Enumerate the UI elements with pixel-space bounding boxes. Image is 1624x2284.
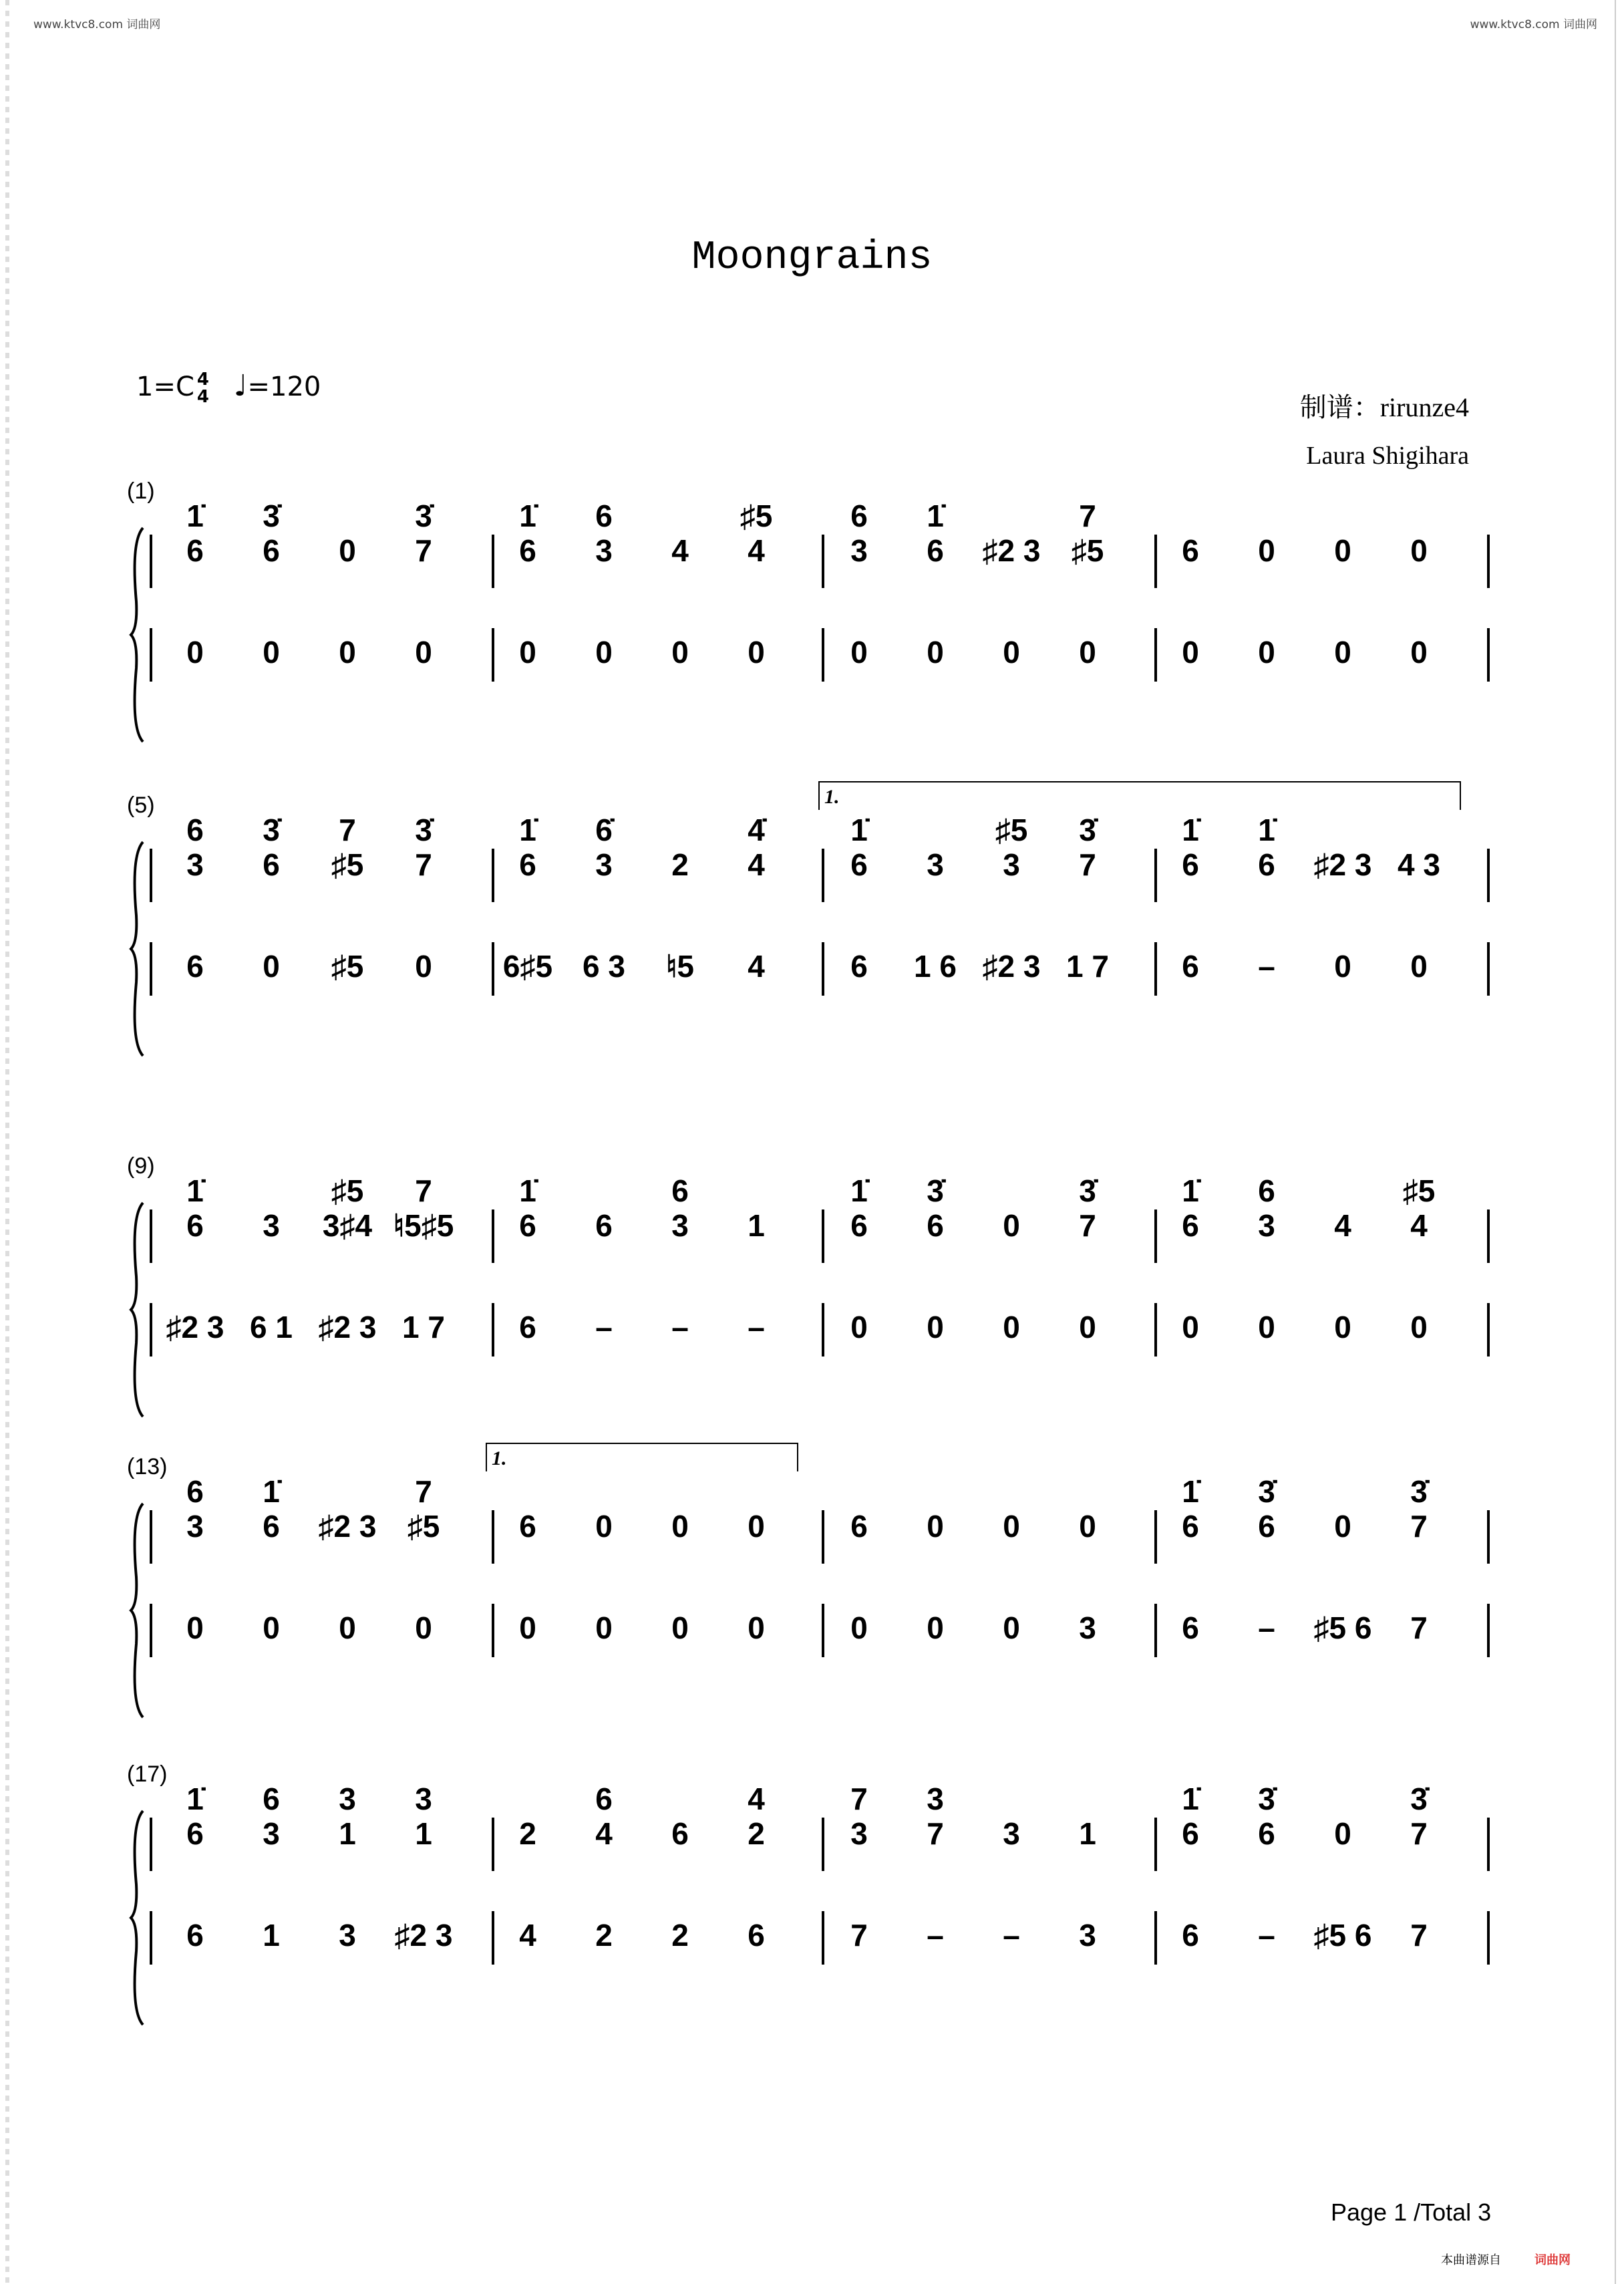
note-upper: 4 — [748, 1781, 765, 1816]
note-lower: – — [1258, 949, 1275, 984]
note-lower: 0 — [850, 1310, 868, 1344]
note-mid: 3 — [263, 1208, 280, 1243]
note-lower: 0 — [519, 1610, 536, 1645]
note-mid: ♯2 3 — [982, 533, 1041, 568]
note-lower: 1 7 — [1066, 949, 1109, 984]
note-lower: – — [595, 1310, 613, 1344]
note-upper: 7 — [415, 1474, 432, 1509]
note-upper: 1̇ — [1182, 813, 1199, 847]
note-lower: ♯2 3 — [982, 949, 1041, 984]
note-upper: 3̇ — [1410, 1781, 1428, 1816]
note-mid: 1 — [339, 1816, 356, 1851]
page-title: Moongrains — [691, 235, 933, 281]
note-mid: 6 — [519, 533, 536, 568]
note-mid: 1 — [748, 1208, 765, 1243]
note-lower: 7 — [1410, 1610, 1428, 1645]
note-lower: 0 — [415, 949, 432, 984]
note-lower: 0 — [1079, 635, 1096, 670]
note-mid: ♯2 3 — [318, 1509, 377, 1544]
note-mid: ♯2 3 — [1313, 847, 1372, 882]
note-mid: 6 — [186, 1816, 204, 1851]
measure-number: (13) — [127, 1454, 168, 1479]
note-lower: 0 — [1003, 1610, 1020, 1645]
note-lower: 0 — [1334, 1310, 1351, 1344]
note-upper: 6 — [186, 813, 204, 847]
note-mid: 7 — [1410, 1816, 1428, 1851]
note-upper: 1̇ — [927, 498, 944, 533]
system-brace — [131, 842, 143, 1056]
note-upper: 3̇ — [1258, 1474, 1275, 1509]
note-mid: 0 — [1258, 533, 1275, 568]
note-mid: 0 — [1334, 1816, 1351, 1851]
note-upper: 3 — [415, 1781, 432, 1816]
note-upper: 3̇ — [415, 813, 432, 847]
note-mid: 0 — [1003, 1509, 1020, 1544]
measure-number: (9) — [127, 1153, 155, 1179]
note-lower: 3 — [1079, 1610, 1096, 1645]
source-credit — [1441, 2251, 1571, 2268]
tempo-value: =120 — [247, 372, 321, 402]
note-lower: 0 — [927, 635, 944, 670]
note-mid: 1 — [415, 1816, 432, 1851]
note-lower: 0 — [671, 635, 689, 670]
note-lower: – — [671, 1310, 689, 1344]
note-lower: 0 — [263, 949, 280, 984]
note-upper: 1̇ — [186, 1781, 204, 1816]
measure-number: (1) — [127, 478, 155, 504]
note-mid: ♯5 — [331, 847, 364, 882]
site-url-left: www.ktvc8.com 词曲网 — [33, 18, 161, 31]
note-lower: 6 — [186, 949, 204, 984]
note-mid: 3 — [1003, 847, 1020, 882]
note-lower: 0 — [595, 635, 613, 670]
note-upper: 7 — [339, 813, 356, 847]
note-upper: 3̇ — [263, 813, 280, 847]
note-mid: 6 — [595, 1208, 613, 1243]
note-lower: 3 — [339, 1918, 356, 1953]
note-mid: 4 — [671, 533, 689, 568]
note-lower: 0 — [1182, 1310, 1199, 1344]
note-upper: 1̇ — [850, 813, 868, 847]
note-mid: 3♯4 — [322, 1208, 373, 1243]
note-lower: – — [927, 1918, 944, 1953]
note-upper: 1̇ — [850, 1173, 868, 1208]
note-mid: 7 — [1079, 1208, 1096, 1243]
note-lower: 0 — [1258, 635, 1275, 670]
note-lower: 0 — [1182, 635, 1199, 670]
note-lower: 1 6 — [914, 949, 957, 984]
note-lower: 6 — [1182, 949, 1199, 984]
note-upper: 1̇ — [1182, 1781, 1199, 1816]
note-lower: 6 1 — [250, 1310, 293, 1344]
source-text: 本曲谱源自 — [1441, 2253, 1501, 2267]
note-lower: 6 — [519, 1310, 536, 1344]
note-lower: – — [748, 1310, 765, 1344]
system-brace — [131, 1811, 143, 2025]
brand-name: 词曲网 — [1534, 2253, 1571, 2267]
note-upper: 6 — [850, 498, 868, 533]
note-mid: 6 — [850, 1509, 868, 1544]
note-lower: 0 — [186, 635, 204, 670]
note-upper: 7 — [1079, 498, 1096, 533]
key-prefix: 1=C — [136, 372, 194, 402]
note-mid: 4 — [748, 847, 765, 882]
note-mid: 6 — [263, 1509, 280, 1544]
note-lower: 0 — [339, 1610, 356, 1645]
note-upper: 1̇ — [519, 1173, 536, 1208]
volta-label: 1. — [824, 786, 840, 808]
note-upper: 4̇ — [748, 813, 765, 847]
system-brace — [131, 528, 143, 742]
note-mid: 0 — [1079, 1509, 1096, 1544]
note-lower: – — [1258, 1918, 1275, 1953]
note-lower: 0 — [927, 1610, 944, 1645]
note-upper: 1̇ — [519, 813, 536, 847]
note-upper: 6 — [595, 498, 613, 533]
note-upper: 3̇ — [1410, 1474, 1428, 1509]
volta-bracket — [486, 1443, 798, 1471]
note-lower: 0 — [186, 1610, 204, 1645]
note-upper: 3̇ — [415, 498, 432, 533]
note-mid: 0 — [671, 1509, 689, 1544]
note-lower: ♯2 3 — [166, 1310, 224, 1344]
note-upper: 7 — [850, 1781, 868, 1816]
note-mid: 3 — [927, 847, 944, 882]
note-lower: ♯5 6 — [1313, 1918, 1372, 1953]
note-upper: 1̇ — [186, 498, 204, 533]
note-lower: 0 — [850, 635, 868, 670]
quarter-note-icon: ♩ — [233, 369, 248, 403]
note-upper: 1̇ — [1182, 1474, 1199, 1509]
arranger-credit: 制谱：rirunze4 — [1299, 392, 1469, 422]
note-mid: 6 — [519, 1208, 536, 1243]
note-upper: 6 — [595, 1781, 613, 1816]
note-mid: 1 — [1079, 1816, 1096, 1851]
note-mid: 7 — [1410, 1509, 1428, 1544]
note-mid: 2 — [671, 847, 689, 882]
note-upper: ♯5 — [1402, 1173, 1436, 1208]
time-top: 4 — [196, 370, 209, 390]
note-mid: 6 — [850, 847, 868, 882]
note-lower: 0 — [927, 1310, 944, 1344]
note-mid: 6 — [1182, 847, 1199, 882]
note-mid: 0 — [595, 1509, 613, 1544]
note-lower: 0 — [671, 1610, 689, 1645]
note-lower: 0 — [1258, 1310, 1275, 1344]
system-brace — [131, 1203, 143, 1417]
note-lower: 0 — [1003, 1310, 1020, 1344]
note-mid: 6 — [186, 533, 204, 568]
note-upper: 1̇ — [1258, 813, 1275, 847]
note-mid: 6 — [1258, 1509, 1275, 1544]
note-lower: 0 — [263, 1610, 280, 1645]
note-lower: ♯5 6 — [1313, 1610, 1372, 1645]
note-lower: 2 — [595, 1918, 613, 1953]
note-mid: 3 — [263, 1816, 280, 1851]
note-mid: 4 3 — [1398, 847, 1440, 882]
note-upper: 6 — [1258, 1173, 1275, 1208]
note-mid: 6 — [263, 533, 280, 568]
note-lower: 0 — [850, 1610, 868, 1645]
time-bottom: 4 — [196, 387, 209, 407]
note-upper: ♯5 — [995, 813, 1028, 847]
note-upper: 6 — [186, 1474, 204, 1509]
note-mid: 6 — [263, 847, 280, 882]
note-lower: 3 — [1079, 1918, 1096, 1953]
note-lower: ♯2 3 — [394, 1918, 453, 1953]
note-upper: 1̇ — [263, 1474, 280, 1509]
note-mid: ♯5 — [407, 1509, 440, 1544]
note-mid: 6 — [1182, 533, 1199, 568]
note-lower: ♮5 — [665, 949, 695, 984]
note-lower: 0 — [415, 635, 432, 670]
note-mid: 0 — [1334, 1509, 1351, 1544]
note-lower: 7 — [1410, 1918, 1428, 1953]
note-lower: 0 — [1003, 635, 1020, 670]
note-lower: 0 — [748, 635, 765, 670]
note-mid: 0 — [339, 533, 356, 568]
note-upper: 3̇ — [1079, 1173, 1096, 1208]
note-lower: 4 — [519, 1918, 536, 1953]
note-mid: 3 — [850, 1816, 868, 1851]
note-mid: 2 — [748, 1816, 765, 1851]
note-mid: 6 — [1258, 1816, 1275, 1851]
note-mid: 0 — [748, 1509, 765, 1544]
note-mid: 2 — [519, 1816, 536, 1851]
note-mid: 6 — [186, 1208, 204, 1243]
note-mid: 4 — [1410, 1208, 1428, 1243]
note-lower: ♯5 — [331, 949, 364, 984]
note-mid: 6 — [1258, 847, 1275, 882]
note-mid: 6 — [519, 847, 536, 882]
note-mid: 0 — [1003, 1208, 1020, 1243]
measure-number: (17) — [127, 1761, 168, 1787]
note-lower: 1 7 — [402, 1310, 445, 1344]
note-mid: 3 — [671, 1208, 689, 1243]
note-upper: 6 — [671, 1173, 689, 1208]
note-upper: 3̇ — [263, 498, 280, 533]
note-lower: – — [1258, 1610, 1275, 1645]
note-mid: 7 — [415, 533, 432, 568]
note-upper: 1̇ — [186, 1173, 204, 1208]
note-upper: 3 — [339, 1781, 356, 1816]
note-upper: ♯5 — [331, 1173, 364, 1208]
note-lower: 7 — [850, 1918, 868, 1953]
note-lower: 0 — [1334, 949, 1351, 984]
note-mid: ♮5♯5 — [393, 1208, 454, 1243]
note-mid: 6 — [927, 533, 944, 568]
note-lower: 0 — [1410, 949, 1428, 984]
note-mid: 3 — [186, 847, 204, 882]
note-lower: 0 — [595, 1610, 613, 1645]
note-lower: 6 — [186, 1918, 204, 1953]
note-lower: 0 — [1410, 635, 1428, 670]
note-lower: 4 — [748, 949, 765, 984]
note-mid: 6 — [519, 1509, 536, 1544]
note-lower: 6 3 — [583, 949, 625, 984]
note-upper: 1̇ — [519, 498, 536, 533]
note-upper: 1̇ — [1182, 1173, 1199, 1208]
note-upper: 3̇ — [927, 1173, 944, 1208]
note-lower: 6♯5 — [502, 949, 553, 984]
note-upper: 6 — [263, 1781, 280, 1816]
note-lower: 1 — [263, 1918, 280, 1953]
note-mid: 6 — [1182, 1509, 1199, 1544]
note-lower: 0 — [1079, 1310, 1096, 1344]
note-lower: 0 — [1410, 1310, 1428, 1344]
note-upper: 3̇ — [1258, 1781, 1275, 1816]
note-lower: 0 — [1334, 635, 1351, 670]
note-mid: 4 — [748, 533, 765, 568]
note-lower: 0 — [519, 635, 536, 670]
note-mid: 7 — [415, 847, 432, 882]
note-mid: 0 — [927, 1509, 944, 1544]
composer-credit: Laura Shigihara — [1306, 442, 1469, 470]
note-lower: 2 — [671, 1918, 689, 1953]
note-mid: 0 — [1410, 533, 1428, 568]
note-mid: 4 — [1334, 1208, 1351, 1243]
note-lower: 6 — [850, 949, 868, 984]
note-mid: 7 — [1079, 847, 1096, 882]
note-mid: 7 — [927, 1816, 944, 1851]
system-brace — [131, 1504, 143, 1717]
note-upper: 3 — [927, 1781, 944, 1816]
note-lower: 6 — [748, 1918, 765, 1953]
volta-label: 1. — [492, 1447, 507, 1469]
note-mid: 3 — [1003, 1816, 1020, 1851]
volta-bracket — [819, 782, 1460, 810]
note-mid: 3 — [1258, 1208, 1275, 1243]
note-lower: 0 — [263, 635, 280, 670]
note-lower: 0 — [748, 1610, 765, 1645]
measure-number: (5) — [127, 793, 155, 818]
site-url-right: www.ktvc8.com 词曲网 — [1470, 18, 1597, 31]
note-mid: 3 — [850, 533, 868, 568]
note-upper: 6̇ — [595, 813, 613, 847]
note-mid: 6 — [671, 1816, 689, 1851]
note-lower: 0 — [339, 635, 356, 670]
note-lower: ♯2 3 — [318, 1310, 377, 1344]
note-mid: 6 — [1182, 1208, 1199, 1243]
note-lower: 0 — [415, 1610, 432, 1645]
note-mid: 3 — [595, 533, 613, 568]
note-upper: ♯5 — [740, 498, 773, 533]
note-lower: 6 — [1182, 1610, 1199, 1645]
note-mid: 4 — [595, 1816, 613, 1851]
page-number: Page 1 /Total 3 — [1331, 2198, 1492, 2226]
note-mid: ♯5 — [1071, 533, 1104, 568]
note-mid: 0 — [1334, 533, 1351, 568]
note-lower: – — [1003, 1918, 1020, 1953]
note-mid: 6 — [1182, 1816, 1199, 1851]
note-mid: 6 — [927, 1208, 944, 1243]
note-upper: 7 — [415, 1173, 432, 1208]
note-mid: 3 — [186, 1509, 204, 1544]
note-upper: 3̇ — [1079, 813, 1096, 847]
note-mid: 3 — [595, 847, 613, 882]
note-mid: 6 — [850, 1208, 868, 1243]
note-lower: 6 — [1182, 1918, 1199, 1953]
